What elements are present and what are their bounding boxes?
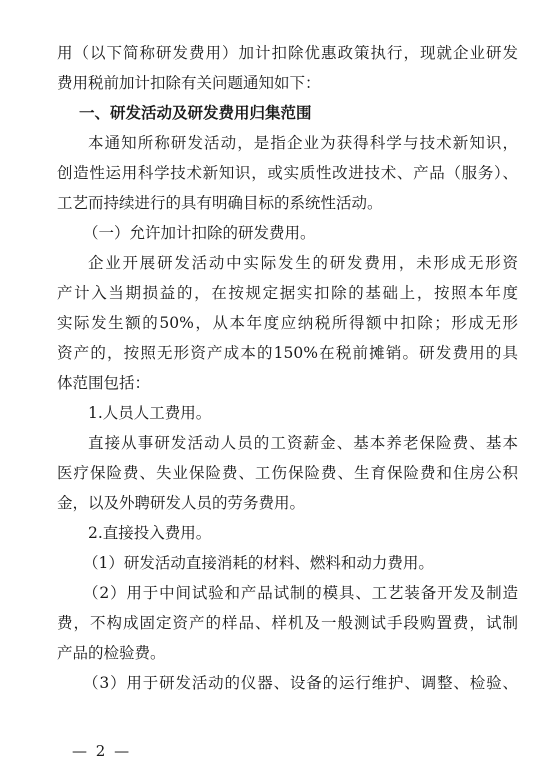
body-line: 资产的，按照无形资产成本的150%在税前摊销。研发费用的具 [57,344,518,362]
body-line: （1）研发活动直接消耗的材料、燃料和动力费用。 [83,554,434,572]
body-line: 费用税前加计扣除有关问题通知如下： [57,74,321,92]
body-line: 产计入当期损益的，在按规定据实扣除的基础上，按照本年度 [57,284,518,302]
body-line: 用（以下简称研发费用）加计扣除优惠政策执行，现就企业研发 [57,44,518,62]
body-line: （2）用于中间试验和产品试制的模具、工艺装备开发及制造 [83,584,518,602]
body-line: 创造性运用科学技术新知识，或实质性改进技术、产品（服务）、 [57,164,518,182]
body-line: 企业开展研发活动中实际发生的研发费用，未形成无形资 [88,254,518,272]
body-line: 直接从事研发活动人员的工资薪金、基本养老保险费、基本 [88,434,518,452]
body-line: 产品的检验费。 [57,644,166,662]
subsection-heading: （一）允许加计扣除的研发费用。 [83,224,316,242]
body-line: 费，不构成固定资产的样品、样机及一般测试手段购置费，试制 [57,614,518,632]
body-line: 本通知所称研发活动，是指企业为获得科学与技术新知识， [88,134,518,152]
item-heading: 2.直接投入费用。 [88,524,212,542]
body-line: 金，以及外聘研发人员的劳务费用。 [57,494,306,512]
body-line: 体范围包括： [57,374,151,392]
body-line: 工艺而持续进行的具有明确目标的系统性活动。 [57,194,383,212]
section-heading: 一、研发活动及研发费用归集范围 [79,104,312,122]
body-line: 实际发生额的50%，从本年度应纳税所得额中扣除；形成无形 [57,314,518,332]
page-number: — 2 — [72,742,132,760]
item-heading: 1.人员人工费用。 [88,404,212,422]
body-line: 医疗保险费、失业保险费、工伤保险费、生育保险费和住房公积 [57,464,518,482]
body-line: （3）用于研发活动的仪器、设备的运行维护、调整、检验、 [83,674,518,692]
